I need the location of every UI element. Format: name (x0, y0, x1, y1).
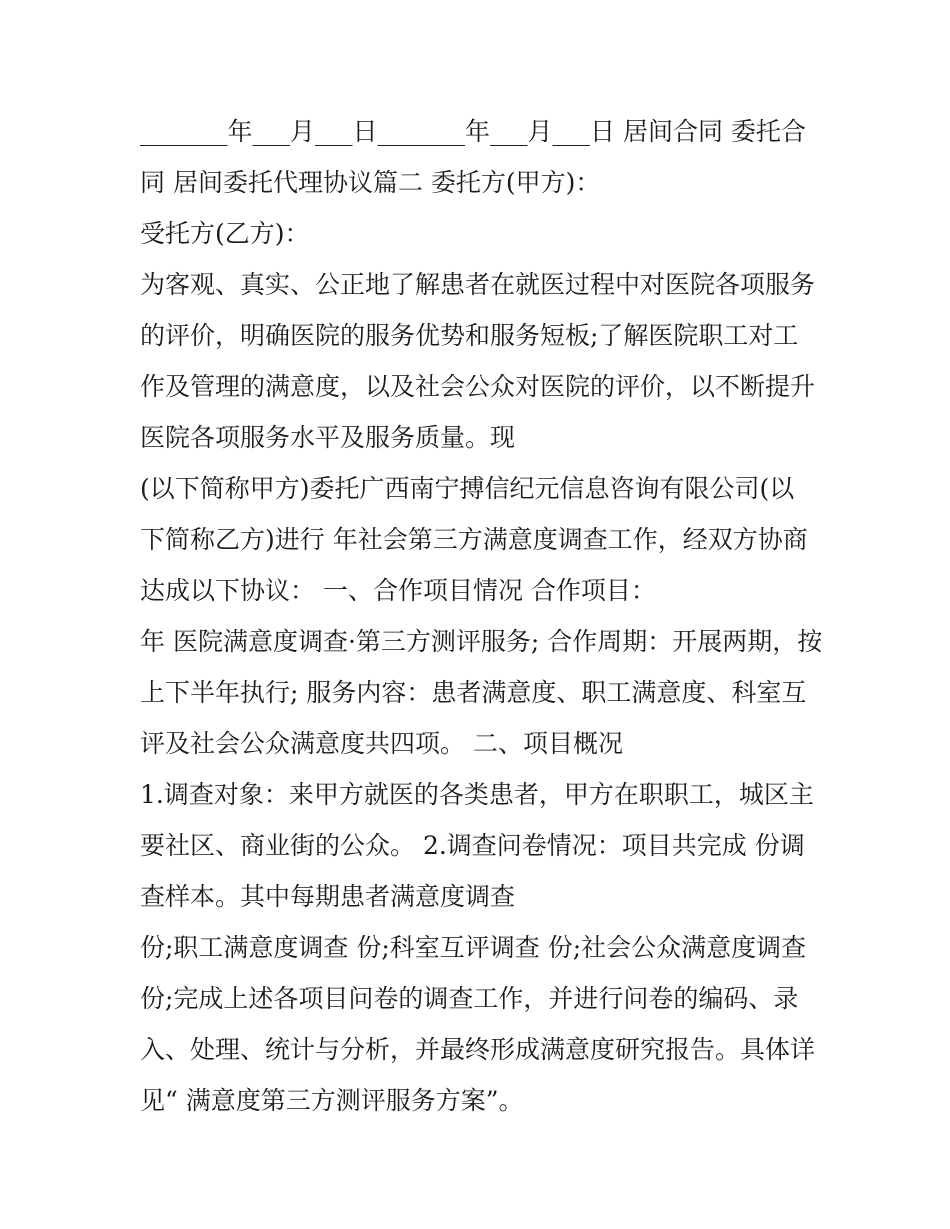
text-line: 上下半年执行; 服务内容：患者满意度、职工满意度、科室互 (140, 678, 807, 707)
text-line: 1.调查对象：来甲方就医的各类患者，甲方在职职工，城区主 (140, 780, 814, 809)
text-line: 受托方(乙方)： (140, 219, 310, 248)
text-line: 份;完成上述各项目问卷的调查工作，并进行问卷的编码、录 (140, 984, 799, 1013)
text-line: 要社区、商业街的公众。 2.调查问卷情况：项目共完成 份调 (140, 831, 805, 860)
text-line: 为客观、真实、公正地了解患者在就医过程中对医院各项服务 (140, 270, 816, 299)
text-line: 作及管理的满意度，以及社会公众对医院的评价，以不断提升 (140, 372, 816, 401)
text-line: 份;职工满意度调查 份;科室互评调查 份;社会公众满意度调查 (140, 933, 807, 962)
text-line: 达成以下协议： 一、合作项目情况 合作项目： (140, 576, 656, 605)
text-line: 医院各项服务水平及服务质量。现 (140, 423, 516, 452)
text-line: 年 医院满意度调查·第三方测评服务; 合作周期：开展两期，按 (140, 627, 823, 656)
text-line: _______年___月___日_______年___月___日 居间合同 委托合 (140, 117, 806, 146)
text-line: (以下简称甲方)委托广西南宁搏信纪元信息咨询有限公司(以 (140, 474, 795, 503)
text-line: 查样本。其中每期患者满意度调查 (140, 882, 516, 911)
text-line: 下简称乙方)进行 年社会第三方满意度调查工作，经双方协商 (140, 525, 808, 554)
text-line: 见“ 满意度第三方测评服务方案”。 (140, 1086, 524, 1115)
text-line: 的评价，明确医院的服务优势和服务短板;了解医院职工对工 (140, 321, 799, 350)
text-line: 评及社会公众满意度共四项。 二、项目概况 (140, 729, 623, 758)
contract-body (140, 106, 823, 1126)
text-line: 入、处理、统计与分析，并最终形成满意度研究报告。具体详 (140, 1035, 816, 1064)
text-line: 同 居间委托代理协议篇二 委托方(甲方)： (140, 168, 601, 197)
